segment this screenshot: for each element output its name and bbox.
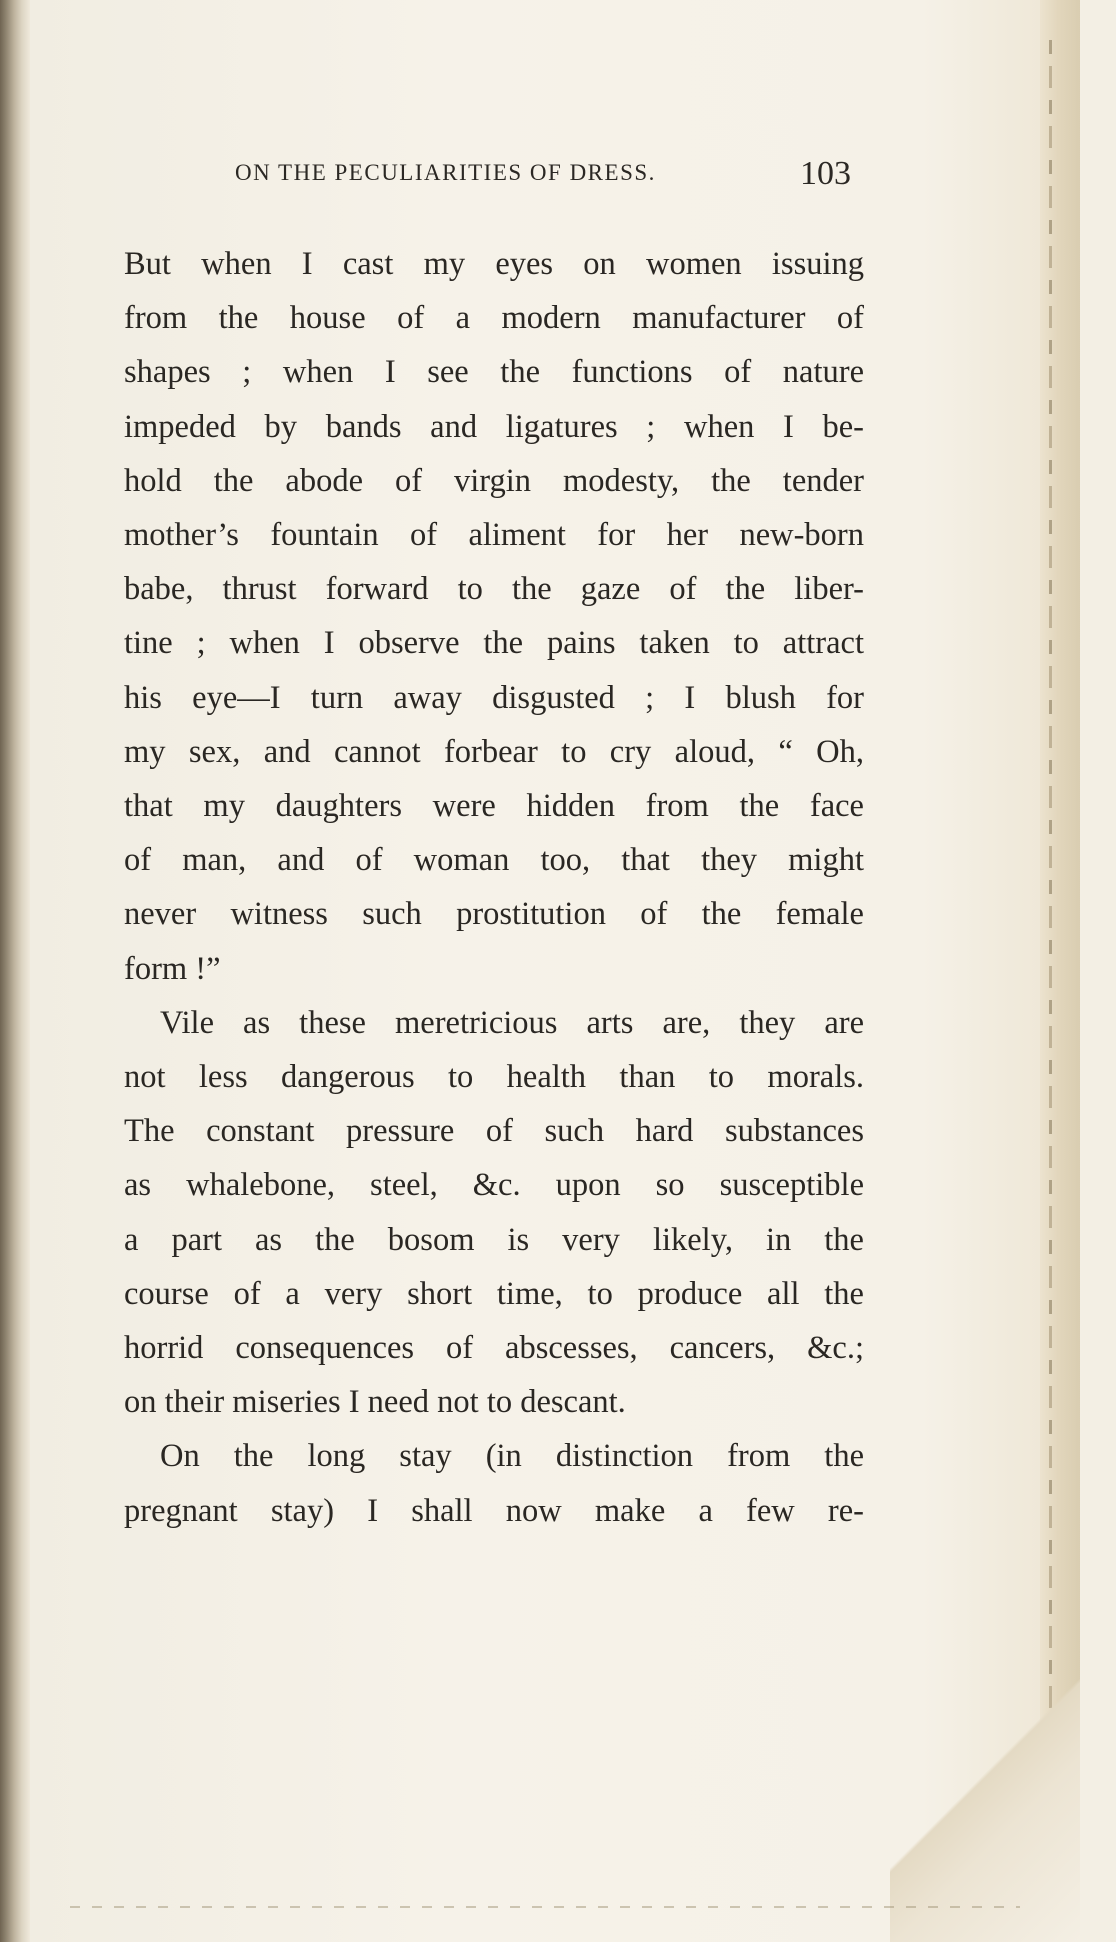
text-line: hold the abode of virgin modesty, the tender bbox=[124, 462, 864, 499]
text-line: form !” bbox=[124, 950, 221, 987]
book-gutter bbox=[0, 0, 30, 1942]
fore-edge bbox=[1040, 0, 1080, 1942]
folded-corner bbox=[890, 1652, 1080, 1942]
text-line: from the house of a modern manufacturer of bbox=[124, 300, 864, 337]
text-line: mother’s fountain of aliment for her new-born bbox=[124, 517, 864, 554]
text-line: But when I cast my eyes on women issuing bbox=[124, 246, 864, 282]
text-line: horrid consequences of abscesses, cancers, &c.; bbox=[124, 1330, 864, 1367]
text-line: On the long stay (in distinction from the bbox=[160, 1438, 864, 1475]
page-number: 103 bbox=[800, 155, 851, 192]
text-line: on their miseries I need not to descant. bbox=[124, 1384, 626, 1421]
running-head: ON THE PECULIARITIES OF DRESS. bbox=[235, 160, 656, 185]
bottom-edge-marks bbox=[70, 1906, 1020, 1908]
page-sheet bbox=[30, 0, 1080, 1942]
text-line: impeded by bands and ligatures ; when I be- bbox=[124, 408, 864, 445]
fore-edge-page-edges bbox=[1049, 40, 1052, 1882]
text-line: that my daughters were hidden from the face bbox=[124, 788, 864, 825]
text-line: his eye—I turn away disgusted ; I blush for bbox=[124, 679, 864, 716]
text-line: tine ; when I observe the pains taken to attract bbox=[124, 625, 864, 662]
text-line: a part as the bosom is very likely, in the bbox=[124, 1221, 864, 1258]
text-line: shapes ; when I see the functions of nature bbox=[124, 354, 864, 391]
text-line: not less dangerous to health than to morals. bbox=[124, 1059, 864, 1096]
text-line: course of a very short time, to produce all the bbox=[124, 1275, 864, 1312]
text-line: of man, and of woman too, that they might bbox=[124, 842, 864, 879]
text-line: Vile as these meretricious arts are, they are bbox=[160, 1004, 864, 1041]
body-text bbox=[124, 237, 864, 1538]
text-line: The constant pressure of such hard substances bbox=[124, 1113, 864, 1150]
text-line: never witness such prostitution of the female bbox=[124, 896, 864, 933]
text-line: pregnant stay) I shall now make a few re- bbox=[124, 1492, 864, 1529]
text-line: as whalebone, steel, &c. upon so susceptible bbox=[124, 1167, 864, 1204]
text-line: babe, thrust forward to the gaze of the liber- bbox=[124, 571, 864, 608]
text-line: my sex, and cannot forbear to cry aloud, “ Oh, bbox=[124, 733, 864, 770]
